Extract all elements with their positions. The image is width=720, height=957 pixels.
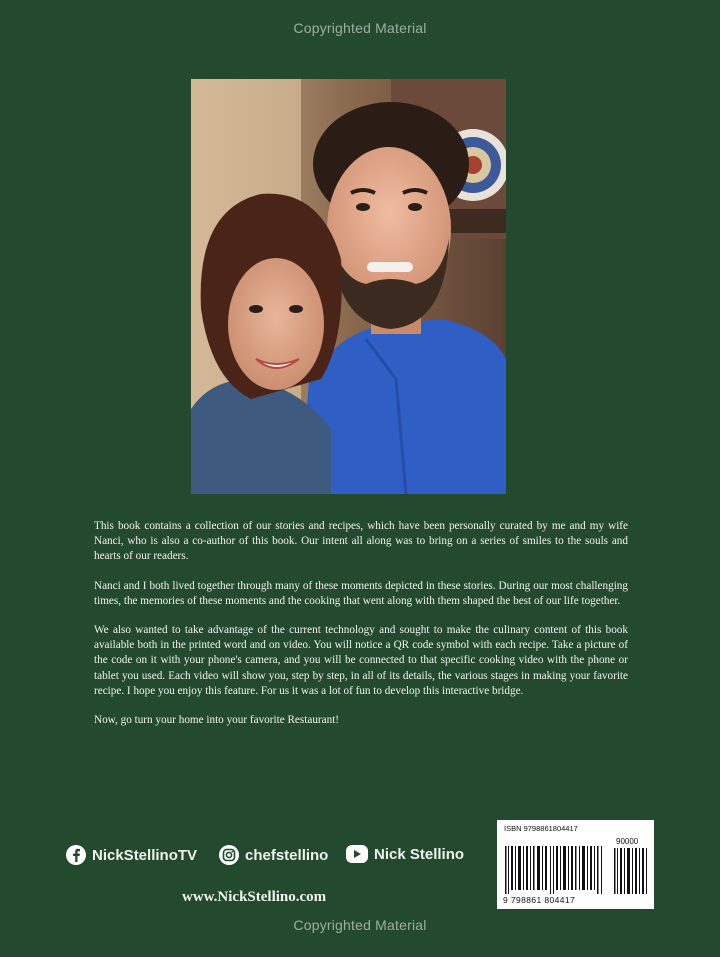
youtube-icon — [346, 845, 368, 863]
instagram-handle: chefstellino — [245, 846, 329, 864]
copyright-watermark-bottom: Copyrighted Material — [293, 917, 427, 933]
barcode-digits: 9 798861 804417 — [503, 895, 576, 905]
closing-line: Now, go turn your home into your favorite Restaurant! — [94, 714, 340, 727]
facebook-handle: NickStellinoTV — [92, 846, 198, 864]
website-link[interactable]: www.NickStellino.com — [182, 889, 327, 905]
price-code: 90000 — [616, 837, 639, 846]
barcode-bars — [505, 846, 605, 894]
isbn-barcode — [497, 820, 654, 909]
isbn-label: ISBN 9798861804417 — [504, 824, 578, 833]
description-paragraph: This book contains a collection of our stories and recipes, which have been personally curated by me and my wife Nanci, who is also a co-author of this book. Our intent all along was to bring on a series of smiles to the souls and hearts of our readers. — [94, 520, 628, 563]
description-paragraph: We also wanted to take advantage of the current technology and sought to make the culinary content of this book available both in the printed word and on video. You will notice a QR code symbol with each recipe. Take a picture of the code on it with your phone's camera, and you will be connected to that specific cooking video with the phone or tablet you used. Each video will show you, step by step, in all of its details, the various stages in making your favorite recipe. I hope you enjoy this feature. For us it was a lot of fun to develop this interactive bridge. — [94, 624, 628, 697]
facebook-icon — [66, 845, 86, 865]
price-barcode-bars — [614, 848, 648, 894]
couple-portrait-photo — [191, 79, 506, 494]
copyright-watermark-top: Copyrighted Material — [293, 20, 427, 36]
youtube-handle: Nick Stellino — [374, 845, 465, 863]
instagram-icon — [219, 845, 239, 865]
youtube-link[interactable] — [346, 845, 464, 863]
portrait-image — [191, 79, 506, 494]
facebook-link[interactable] — [66, 845, 197, 865]
instagram-link[interactable] — [219, 845, 328, 865]
book-description — [94, 519, 628, 742]
description-paragraph: Nanci and I both lived together through many of these moments depicted in these stories. During our most challenging times, the memories of these moments and the cooking that went along with them shaped the best of our life together. — [94, 579, 628, 607]
